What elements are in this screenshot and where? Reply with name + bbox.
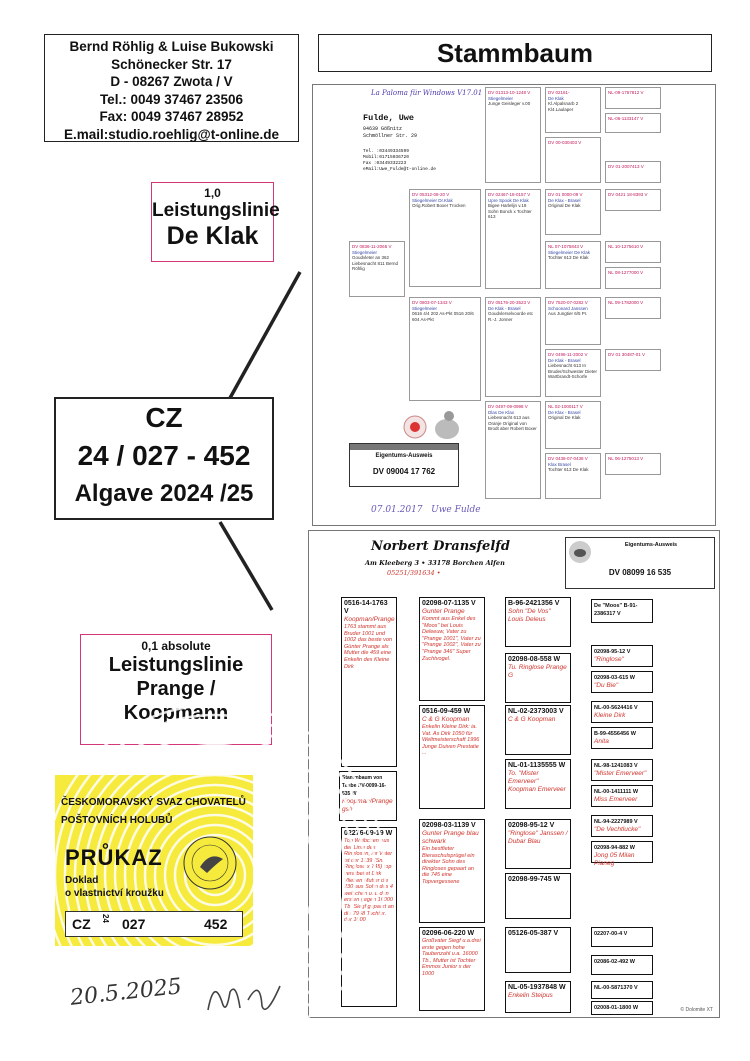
dam-connector [220, 522, 272, 610]
pedigree-cell: 02098-99-745 W [505, 873, 571, 919]
breeder-name: Fulde, Uwe [363, 113, 415, 123]
pedigree-cell: NL 10-1275610 V [605, 241, 661, 263]
card-ring: DV 09004 17 762 [372, 467, 436, 476]
pedigree-cell: NL 06-1275013 V [605, 453, 661, 475]
card-title: Eigentums-Ausweis [375, 453, 433, 459]
pedigree-cell: 02008-01-1800 W [591, 1001, 653, 1015]
pedigree-cell: DV 02467-18-0157 V Upre Spook De Klak Bigee Harlelijn v.19 Sohn Bonck x Tochter 613 [485, 189, 541, 289]
sire-line-title: Leistungslinie [152, 200, 280, 221]
ring-number-box [65, 911, 243, 937]
pedigree-cell: B-96-2421356 V Sohn "De Vos" Louis Deleus [505, 597, 571, 647]
pedigree-cell: 02086-02-492 W [591, 955, 653, 975]
pedigree-cell: NL-05-1937848 W Enkelin Steipus [505, 981, 571, 1013]
certificate-sub1: Doklad [65, 875, 99, 886]
pedigree-cell: De "Moos" B-91-2386317 V [591, 599, 653, 623]
pedigree-cell: 02276-09-19 W Top Weibchen aus der Linie des Ringlosen, ihr Vater ist der 1139 (Sn. Ringlose x 745) top verarbeitet Dirk Vlieben Mutter die 230 aus Sohn des 4 weibchen u.a. den ersten gegen 16000 Tb. Siegf gepaart an die 7948 Tochter. der 1000 [341, 827, 397, 1007]
pedigree-cell: DV 0421 18-8393 V [605, 189, 661, 211]
software-label: La Paloma für Windows V17.01 [371, 89, 483, 97]
pedigree-cell: DV 01-2007413 V [605, 161, 661, 183]
card-ring: DV 08099 16 535 [608, 568, 672, 577]
ring-year: 24 [101, 914, 110, 923]
contact-line: Tel. :03449334599 [363, 149, 409, 154]
pedigree-cell: DV 0497-09-0998 V Dlas De Klax Liebesnacht 613 aus Oranje Original von Brodt aber Robert Boxer [485, 401, 541, 499]
address-line: Schönecker Str. 17 [111, 56, 232, 72]
address-line: Fax: 0049 37467 28952 [99, 109, 244, 124]
pedigree-cell: 02096-06-220 W Großvater Siegf u.a.drei erste gegen hohe Taubenzahl u.a. 16000 Tb., Mutter ist Tochter Emmos Junior x der 1000 [419, 927, 485, 1011]
page-title: Stammbaum [318, 34, 712, 72]
pedigree-cell: 02098-08-558 W Tu. Ringlose Prange G [505, 653, 571, 703]
card-header [350, 444, 458, 450]
certificate-sub2: o vlastnictví kroužku [65, 888, 164, 899]
pedigree-cell: NL-01-1135555 W To. "Mister Emerveer" Koopman Emerveer [505, 759, 571, 809]
pedigree-cell: NL-00-5624416 V Kleine Dirk [591, 701, 653, 723]
org-line1: ČESKOMORAVSKÝ SVAZ CHOVATELŮ [61, 797, 246, 808]
sire-pedigree [312, 84, 716, 526]
pedigree-cell: NL-09-1767812 V [605, 87, 661, 109]
pedigree-cell: DV 0836-11-2065 V Stiegelmeier Goudvleter an 362 Liebesnacht 811 Bernd Röhlig [349, 241, 405, 297]
pedigree-cell: DV 05176-20-3523 V De Klak - Brasel Goudvlerselvoorde etc R.-J. Jonner [485, 297, 541, 397]
pedigree-cell: DV 7520-07-0282 V Schoonard Janssen Aus Jungtier 6/5 Pr. [545, 297, 601, 345]
sire-line-label [151, 182, 280, 262]
contact-line: Mobil:01715036720 [363, 155, 409, 160]
breeder-phone: 05251/391634 • [387, 569, 441, 577]
pedigree-cell: DV 05312-08-20 V Stiegelmeier Dr.Klak Orig.Robert Boxer Trocken [409, 189, 481, 287]
breeder-address: Am Kleeberg 3 • 33178 Borchen Alfen [365, 559, 505, 567]
ring-country: CZ [72, 916, 91, 932]
pedigree-cell: 02098-07-1135 V Gunter Prange Kommt aus Enkel des "Moos" bei Louis Deleeuw, Vater zu "Prange 1001", Vater zu "Prange 1002", Vater zu "Prange 346" Super Zuchtvogel. [419, 597, 485, 701]
pedigree-cell: NL 07-1075843 V Stiegelmeier De Klak Tochter 613 De Klak [545, 241, 601, 289]
pedigree-cell: NL 09-1782000 V [605, 297, 661, 319]
address-line: Tel.: 0049 37467 23506 [99, 91, 244, 107]
software-footer: © Dolomite XT [680, 1007, 713, 1013]
sire-line-name: De Klak [166, 222, 259, 250]
bird-country: CZ [145, 402, 183, 433]
dam-sex: 0,1 absolute [141, 639, 211, 653]
pedigree-cell: 0516-14-1763 V Koopman/Prange 1763 stammt aus Bruder 1001 und 1002 das beste von Günter Prange als Mutter die 459 eine Enkelin des Kleine Dirk [341, 597, 397, 767]
pedigree-cell: NL 08-1277000 V [605, 267, 661, 289]
pedigree-cell: 05126-05-387 V [505, 927, 571, 973]
pedigree-cell: DV 00-030403 V [545, 137, 601, 183]
bird-ring: 24 / 027 - 452 [77, 440, 251, 471]
breeder-name: Norbert Dransfelfd [371, 539, 510, 554]
breeder-contact [363, 149, 436, 173]
ownership-card [565, 537, 715, 589]
pedigree-cell: NL-98-1241083 V "Mister Emerveer" [591, 759, 653, 781]
sire-sex: 1,0 [204, 186, 221, 200]
address-line: E.mail:studio.roehlig@t-online.de [64, 126, 279, 142]
signature [371, 505, 481, 515]
pigeon-emblem-icon [568, 540, 592, 564]
dam-line-name: Prange / [136, 678, 216, 700]
pedigree-cell: DV 0438-07-0438 V Klax Brasel Tochter 613 De Klak [545, 453, 601, 499]
pedigree-cell: 0516-09-459 W C & G Koopman Enkelin Kleine Dirk: ia. Vat. As Dirk 1050 für Weltmeisterschaft 1996 Junge Duiven Prestatie ... [419, 705, 485, 809]
address-line: Bernd Röhlig & Luise Bukowski [69, 39, 274, 54]
pedigree-cell: DV 01 0000-09 V De Klax - Brasel Original De Klak [545, 189, 601, 235]
pedigree-cell: NL-00-1411111 W Miss Emerveer [591, 785, 653, 807]
ownership-card [349, 443, 459, 487]
pedigree-cell: DV 0803-07-1343 V Stiegelmeier 0616 4/4 202 As-Pkt 0516 20/6 604 As-Pkt [409, 297, 481, 401]
dam-line-title: Leistungslinie [108, 654, 244, 676]
address-line: 04639 Gößnitz [363, 126, 403, 132]
pedigree-cell: 02207-00-4 V [591, 927, 653, 947]
pedigree-cell: B-99-4556456 W Anita [591, 727, 653, 749]
ring-certificate [55, 775, 253, 946]
pedigree-cell: 02098-94-882 W Jong 05 Milan Pianeg [591, 841, 653, 863]
ring-club: 027 [122, 916, 146, 932]
address-line: Schmöllner Str. 29 [363, 133, 418, 139]
pedigree-cell: DV 02161- De Klak Kl.Alpalsnarb 2 Kl4.Laulaper [545, 87, 601, 133]
handwritten-date: 20.5.2025 [69, 974, 183, 1011]
pedigree-cell: 02098-95-12 V "Ringlose" Janssen / Dubar Blau [505, 819, 571, 869]
certificate-title: PRŮKAZ [65, 845, 163, 870]
bird-ring-box [54, 397, 274, 520]
breeder-address [363, 126, 417, 140]
address-line: D - 08267 Zwota / V [110, 74, 233, 89]
ring-number: 452 [204, 916, 228, 932]
sire-connector [230, 272, 300, 398]
signature-date: 07.01.2017 [371, 505, 423, 515]
contact-line: Fax :03449332223 [363, 161, 407, 166]
org-line2: POŠTOVNÍCH HOLUBŮ [61, 815, 173, 826]
pedigree-cell: 02098-03-1139 V Gunter Prange blau schwark Ein bestfieter Bieraschulsprügel ein direkter Sohn des Ringloses gepaart an die 745 eine Topvergessene [419, 819, 485, 923]
pedigree-cell: DV 01 30487-01 V [605, 349, 661, 371]
pedigree-cell: 02098-03-615 W "Du Bie" [591, 671, 653, 693]
card-title: Eigentums-Ausweis [624, 542, 678, 548]
bird-name: Algave 2024 /25 [74, 480, 254, 507]
contact-line: eMail:Uwe_Fulde@t-online.de [363, 167, 436, 172]
pedigree-cell: NL-02-2373003 V C & G Koopman [505, 705, 571, 755]
pigeon-illustration [399, 405, 465, 445]
pedigree-cell: NL-94-2227989 V "De Vechtlucke" [591, 815, 653, 837]
pedigree-cell: NL 02-1000117 V De Klax - Brasel Original De Klak [545, 401, 601, 449]
pedigree-cell: 02098-95-12 V "Ringlose" [591, 645, 653, 667]
dam-line-name: Koopmann [123, 702, 229, 724]
pedigree-cell: Stammbaum von Taube DV-0099-16-535 W Koopman/Prange gsh [339, 771, 397, 821]
pedigree-cell: DV 0496-11-2002 V De Klak - Brasel Liebesnacht 613 In Bruder/Schwester Dieter Wartbrandt-Schorfe [545, 349, 601, 397]
pedigree-cell: NL-00-5871370 V [591, 981, 653, 999]
pedigree-cell: DV 01313-10-1248 V Stiegelmeier Junge Geisleger v.00 [485, 87, 541, 183]
signature-name: Uwe Fulde [431, 505, 481, 515]
handwritten-signature [200, 972, 290, 1022]
pedigree-cell: NL-06-1133147 V [605, 113, 661, 133]
